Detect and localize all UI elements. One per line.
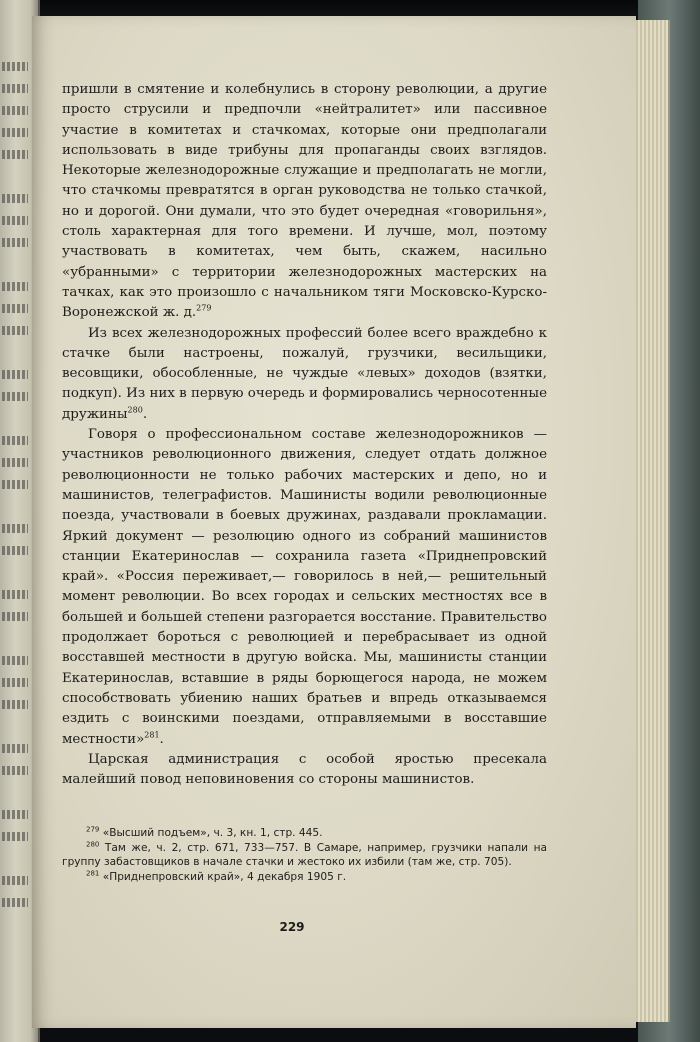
left-page-text-fragment xyxy=(2,678,28,687)
left-page-text-fragment xyxy=(2,876,28,885)
left-page-text-fragment xyxy=(2,436,28,445)
footnote-ref-281: 281 xyxy=(144,730,160,740)
footnote-279: $^{279}$ «Высший подъем», ч. 3, кн. 1, стр. 445. xyxy=(86,825,323,839)
left-page-text-fragment xyxy=(2,700,28,709)
left-page-text-fragment xyxy=(2,106,28,115)
left-page-text-fragment xyxy=(2,194,28,203)
left-page-text-fragment xyxy=(2,326,28,335)
paragraph-4: Царская администрация с особой яростью пресекала малейший повод неповиновения со стороны машинистов. xyxy=(62,751,547,788)
left-page-text-fragment xyxy=(2,656,28,665)
left-page-text-fragment xyxy=(2,546,28,555)
left-page-text-fragment xyxy=(2,392,28,401)
left-page-text-fragment xyxy=(2,128,28,137)
left-page-text-fragment xyxy=(2,216,28,225)
footnote-ref-279: 279 xyxy=(196,303,212,313)
footnotes xyxy=(62,826,547,884)
left-page-text-fragment xyxy=(2,612,28,621)
paragraph-3: Говоря о профессиональном составе железнодорожников — участников революционного движения, следует отдать должное революционности не только рабочих мастерских и депо, но и машинистов, телеграфистов. Машинисты водили революционные поезда, участвовали в боевых дружинах, раздавали прокламации. Яркий документ — резолюцию одного из собраний машинистов станции Екатеринослав — сохранила газета «Приднепровский край». «Россия переживает,— говорилось в ней,— решительный момент революции. Во всех городах и сельских местностях все в большей и большей степени разгорается восстание. Правительство продолжает бороться с революцией и перебрасывает из одной восставшей местности в другую войска. Мы, машинисты станции Екатеринослав, вставшие в ряды борющегося народа, не можем способствовать убиению наших братьев и впредь отказываемся ездить с воинскими поездами, отправляемыми в восставшие местности»$^{281}$. xyxy=(62,427,547,747)
left-page-text-fragment xyxy=(2,282,28,291)
left-page-text-fragment xyxy=(2,84,28,93)
left-page-text-fragment xyxy=(2,238,28,247)
footnote-281: $^{281}$ «Приднепровский край», 4 декабря 1905 г. xyxy=(86,869,347,883)
paragraph-1: пришли в смятение и колебнулись в сторону революции, а другие просто струсили и предпочли «нейтралитет» или пассивное участие в комитетах и стачкомах, которые они предполагали использовать в виде трибуны для пропаганды своих взглядов. Некоторые железнодорожные служащие и предполагать не могли, что стачкомы превратятся в орган руководства не только стачкой, но и дорогой. Они думали, что это будет очередная «говорильня», столь характерная для того времени. И лучше, мол, поэтому участвовать в комитетах, чем быть, скажем, насильно «убранными» с территории железнодорожных мастерских на тачках, как это произошло с начальником тяги Московско-Курско-Воронежской ж. д.$^{279}$ xyxy=(62,82,547,321)
left-page-text-fragment xyxy=(2,370,28,379)
left-page-text-fragment xyxy=(2,898,28,907)
page-number: 229 xyxy=(279,920,305,934)
left-page-text-fragment xyxy=(2,150,28,159)
left-page-text-fragment xyxy=(2,810,28,819)
left-page-text-fragment xyxy=(2,458,28,467)
left-page-text-fragment xyxy=(2,62,28,71)
left-page-text-fragment xyxy=(2,832,28,841)
left-page-text-fragment xyxy=(2,744,28,753)
main-text xyxy=(62,80,547,790)
left-page-text-fragment xyxy=(2,480,28,489)
left-page-text-fragment xyxy=(2,766,28,775)
footnote-ref-280: 280 xyxy=(127,405,143,415)
left-page-text-fragment xyxy=(2,304,28,313)
footnote-280: $^{280}$ Там же, ч. 2, стр. 671, 733—757. В Самаре, например, грузчики напали на группу забастовщиков в начале стачки и жестоко их избили (там же, стр. 705). xyxy=(62,840,547,869)
left-page-text-fragment xyxy=(2,524,28,533)
left-page-text-fragment xyxy=(2,590,28,599)
paragraph-2: Из всех железнодорожных профессий более всего враждебно к стачке были настроены, пожалуй, грузчики, весильщики, весовщики, обособленные, не чуждые «левых» доходов (взятки, подкуп). Из них в первую очередь и формировались черносотенные дружины$^{280}$. xyxy=(62,325,547,422)
